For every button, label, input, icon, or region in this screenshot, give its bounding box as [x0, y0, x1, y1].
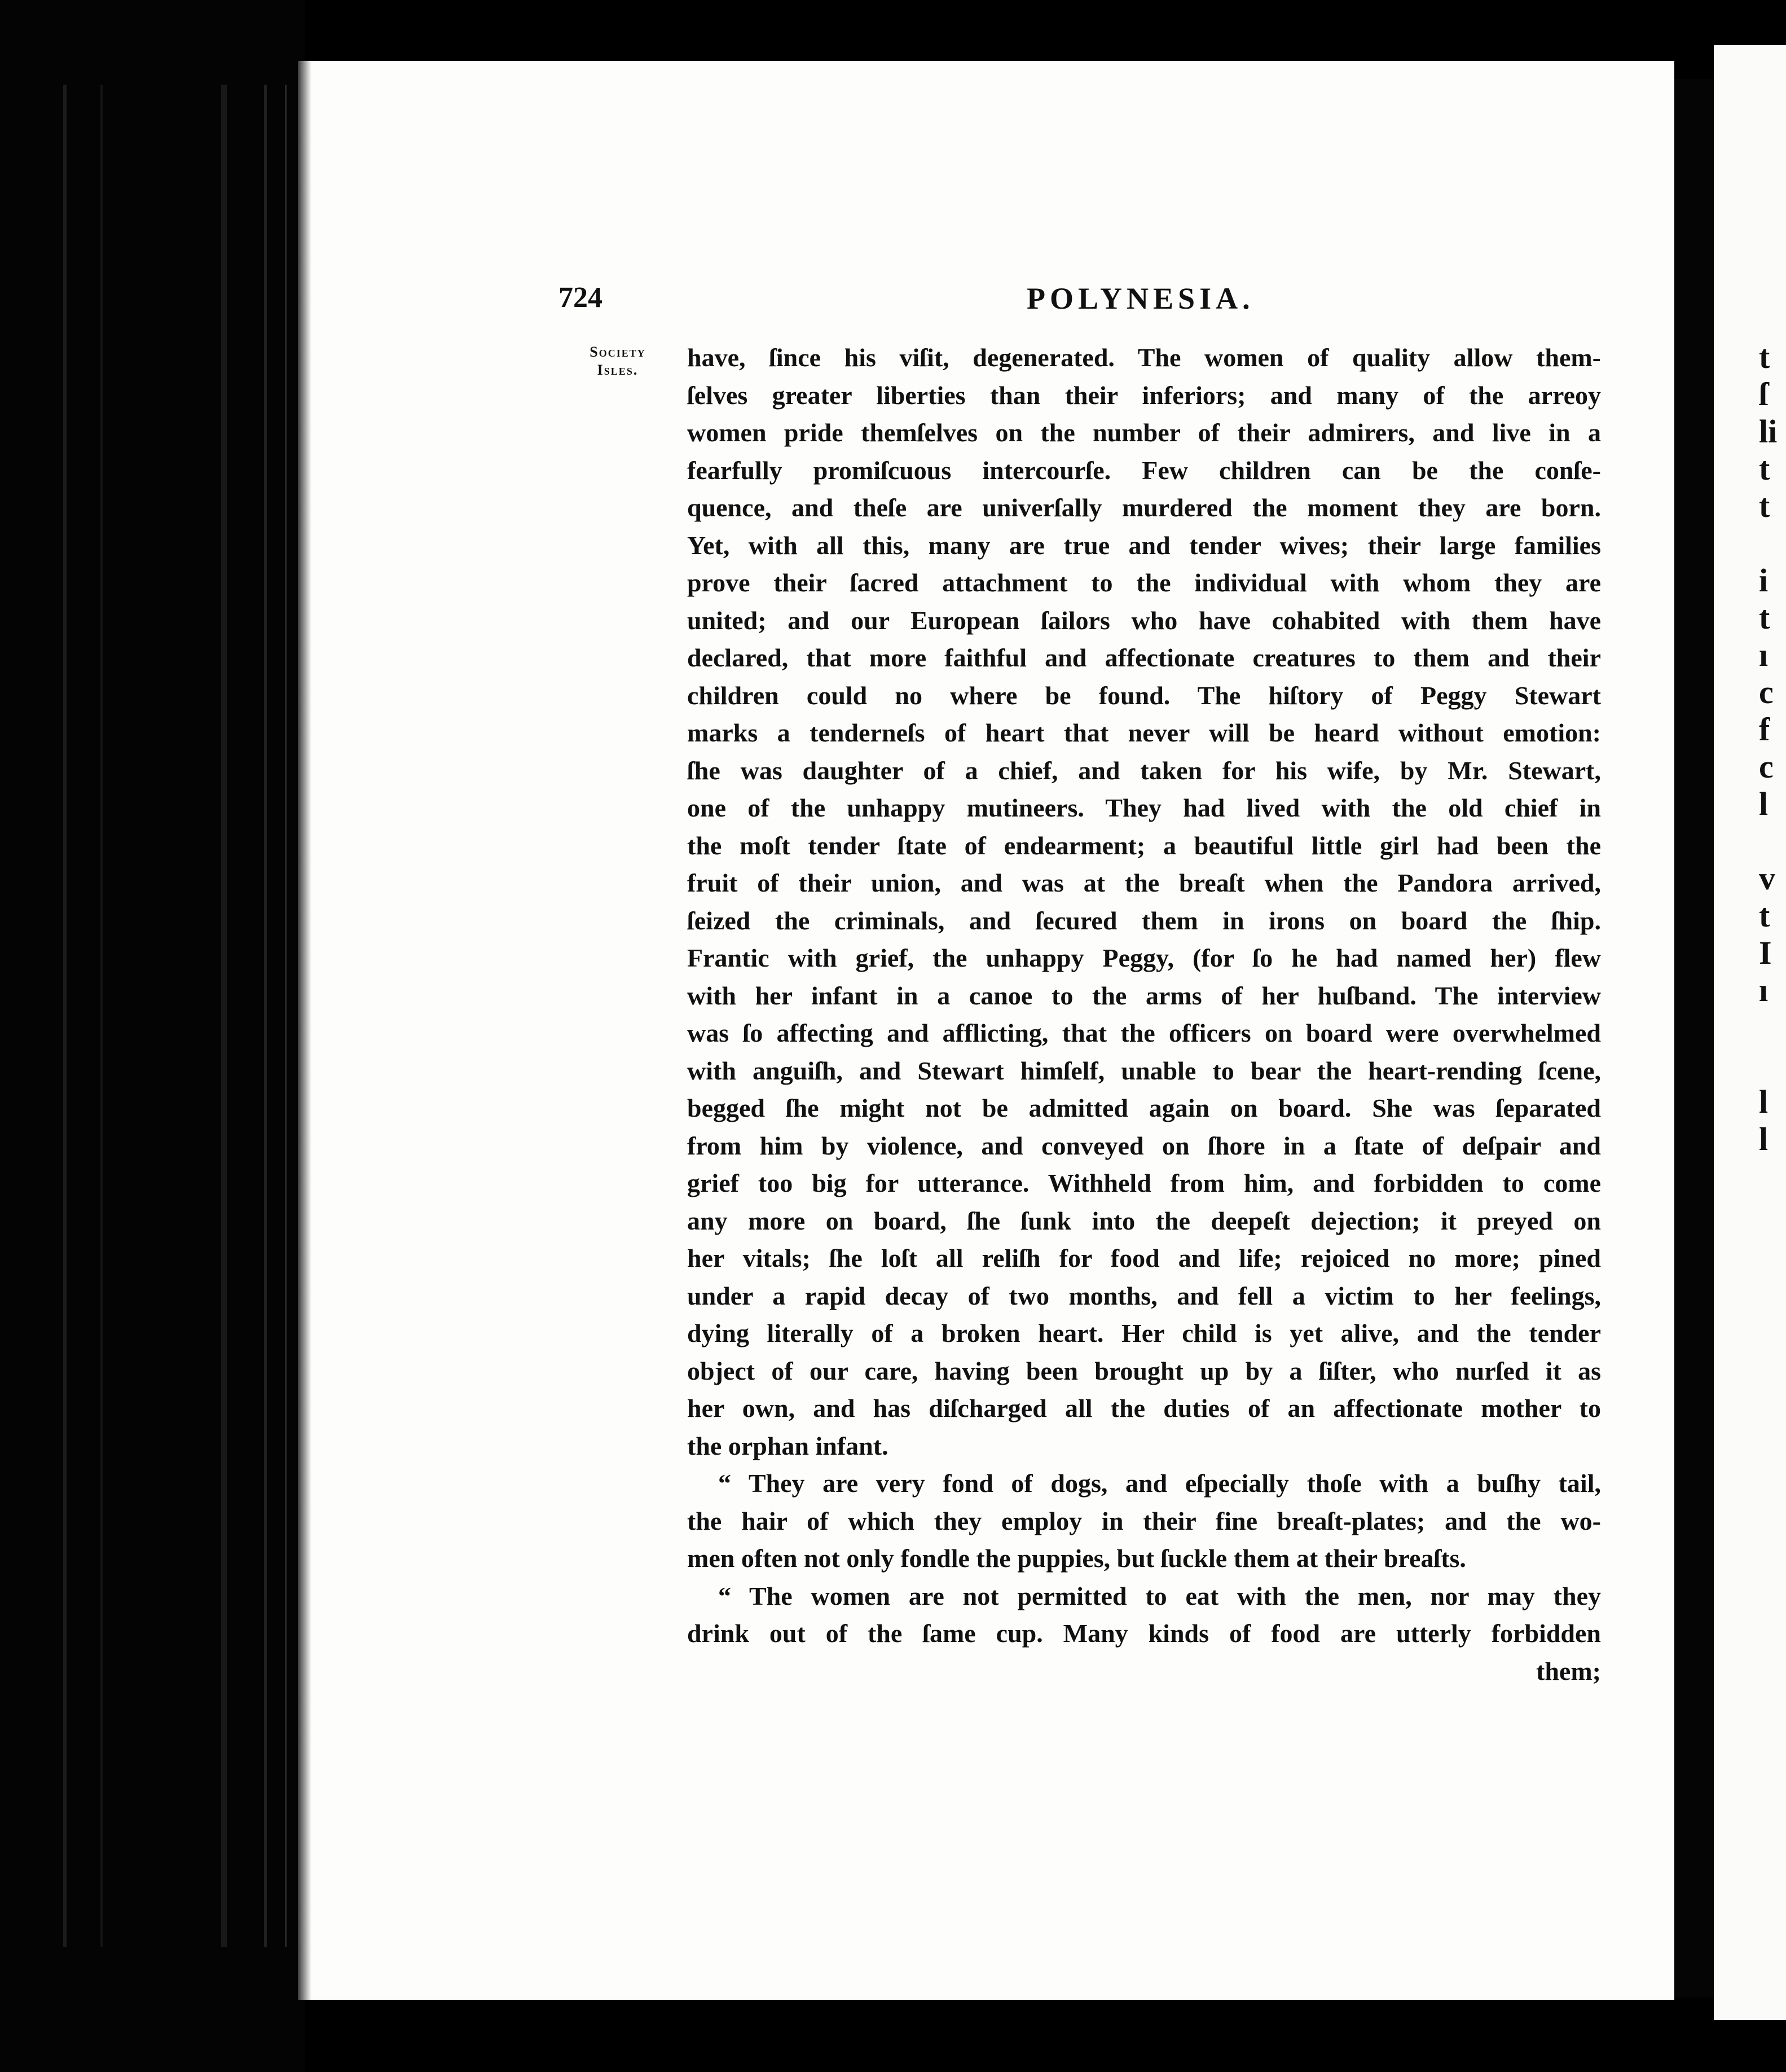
- text-line: object of our care, having been brought up by a ſiſter, who nurſed it as: [687, 1356, 1601, 1385]
- text-line: with anguiſh, and Stewart himſelf, unable to bear the heart-rending ſcene,: [687, 1056, 1601, 1085]
- adjacent-page-letter: t: [1759, 450, 1770, 487]
- adjacent-page-letter: [1759, 823, 1786, 860]
- text-line: her vitals; ſhe loſt all reliſh for food and life; rejoiced no more; pined: [687, 1244, 1601, 1272]
- adjacent-page-letter: ſ: [1759, 376, 1769, 412]
- adjacent-page-letter: t: [1759, 599, 1770, 636]
- text-line: dying literally of a broken heart. Her child is yet alive, and the tender: [687, 1319, 1601, 1347]
- adjacent-page-letter: ı: [1759, 972, 1769, 1008]
- text-line: the hair of which they employ in their fine breaſt-plates; and the wo-: [687, 1506, 1601, 1535]
- text-line: her own, and has diſcharged all the duties of an affectionate mother to: [687, 1394, 1601, 1423]
- adjacent-page-letter: l: [1759, 1121, 1769, 1157]
- adjacent-page-letter: i: [1759, 562, 1769, 599]
- adjacent-page-letter: ı: [1759, 636, 1769, 673]
- adjacent-page-letter: v: [1759, 860, 1775, 897]
- edge-streak: [221, 85, 227, 1947]
- text-line: ſhe was daughter of a chief, and taken for his wife, by Mr. Stewart,: [687, 756, 1601, 785]
- text-line: ſelves greater liberties than their inferiors; and many of the arreoy: [687, 380, 1601, 410]
- text-line: prove their ſacred attachment to the individual with whom they are: [687, 568, 1601, 597]
- text-line: “ The women are not permitted to eat with the men, nor may they: [718, 1581, 1601, 1610]
- page-gap: [1674, 79, 1714, 1998]
- text-line: with her infant in a canoe to the arms of her huſband. The interview: [687, 981, 1601, 1010]
- text-line: have, ſince his viſit, degenerated. The women of quality allow them-: [687, 343, 1601, 372]
- adjacent-page-letter: I: [1759, 934, 1772, 971]
- catchword: them;: [1536, 1656, 1601, 1685]
- page-fold-shadow: [298, 61, 311, 2000]
- adjacent-page-letter: li: [1759, 413, 1778, 450]
- adjacent-page-letter: [1759, 525, 1786, 562]
- book-edge: [0, 0, 305, 2072]
- edge-streak: [100, 85, 103, 1947]
- text-line: ſeized the criminals, and ſecured them in irons on board the ſhip.: [687, 906, 1601, 935]
- adjacent-page-letter: l: [1759, 785, 1769, 822]
- edge-streak: [63, 85, 67, 1947]
- text-line: under a rapid decay of two months, and fell a victim to her feelings,: [687, 1281, 1601, 1310]
- adjacent-page-letter: t: [1759, 488, 1770, 524]
- margin-note: [570, 343, 666, 379]
- text-line: drink out of the ſame cup. Many kinds of food are utterly forbidden: [687, 1619, 1601, 1648]
- adjacent-page-letter: [1759, 1009, 1786, 1046]
- text-line: declared, that more faithful and affectionate creatures to them and their: [687, 643, 1601, 672]
- text-line: quence, and theſe are univerſally murdered the moment they are born.: [687, 493, 1601, 522]
- adjacent-page-letters: [1759, 339, 1786, 1158]
- text-line: children could no where be found. The hiſtory of Peggy Stewart: [687, 681, 1601, 710]
- text-line: the orphan infant.: [687, 1431, 888, 1460]
- edge-streak: [285, 85, 287, 1947]
- adjacent-page-letter: [1759, 1046, 1786, 1083]
- text-line: women pride themſelves on the number of their admirers, and live in a: [687, 418, 1601, 447]
- margin-note-line: Society: [590, 344, 646, 360]
- text-line: united; and our European ſailors who have cohabited with them have: [687, 605, 1601, 635]
- text-line: men often not only fondle the puppies, but ſuckle them at their breaſts.: [687, 1544, 1466, 1573]
- text-line: “ They are very fond of dogs, and eſpecially thoſe with a buſhy tail,: [718, 1469, 1601, 1498]
- text-line: fruit of their union, and was at the breaſt when the Pandora arrived,: [687, 868, 1601, 897]
- text-line: Yet, with all this, many are true and tender wives; their large families: [687, 530, 1601, 560]
- text-line: grief too big for utterance. Withheld from him, and forbidden to come: [687, 1169, 1601, 1197]
- adjacent-page-letter: t: [1759, 339, 1770, 375]
- text-line: marks a tenderneſs of heart that never will be heard without emotion:: [687, 718, 1601, 747]
- body-text: [687, 339, 1601, 1690]
- text-line: one of the unhappy mutineers. They had lived with the old chief in: [687, 793, 1601, 822]
- text-line: from him by violence, and conveyed on ſhore in a ſtate of deſpair and: [687, 1131, 1601, 1160]
- text-line: Frantic with grief, the unhappy Peggy, (for ſo he had named her) flew: [687, 943, 1601, 972]
- text-line: begged ſhe might not be admitted again on board. She was ſeparated: [687, 1094, 1601, 1122]
- adjacent-page-letter: c: [1759, 674, 1774, 710]
- text-line: was ſo affecting and afflicting, that the officers on board were overwhelmed: [687, 1019, 1601, 1047]
- page-number: 724: [558, 282, 602, 314]
- text-line: any more on board, ſhe ſunk into the deepeſt dejection; it preyed on: [687, 1206, 1601, 1235]
- margin-note-line: Isles.: [597, 362, 639, 378]
- text-line: the moſt tender ſtate of endearment; a beautiful little girl had been the: [687, 831, 1601, 860]
- edge-streak: [264, 85, 267, 1947]
- text-line: fearfully promiſcuous intercourſe. Few children can be the conſe-: [687, 455, 1601, 485]
- running-head: POLYNESIA.: [1027, 282, 1255, 315]
- adjacent-page-letter: c: [1759, 748, 1774, 785]
- adjacent-page-letter: l: [1759, 1083, 1769, 1120]
- adjacent-page-letter: f: [1759, 711, 1770, 748]
- adjacent-page-letter: t: [1759, 897, 1770, 934]
